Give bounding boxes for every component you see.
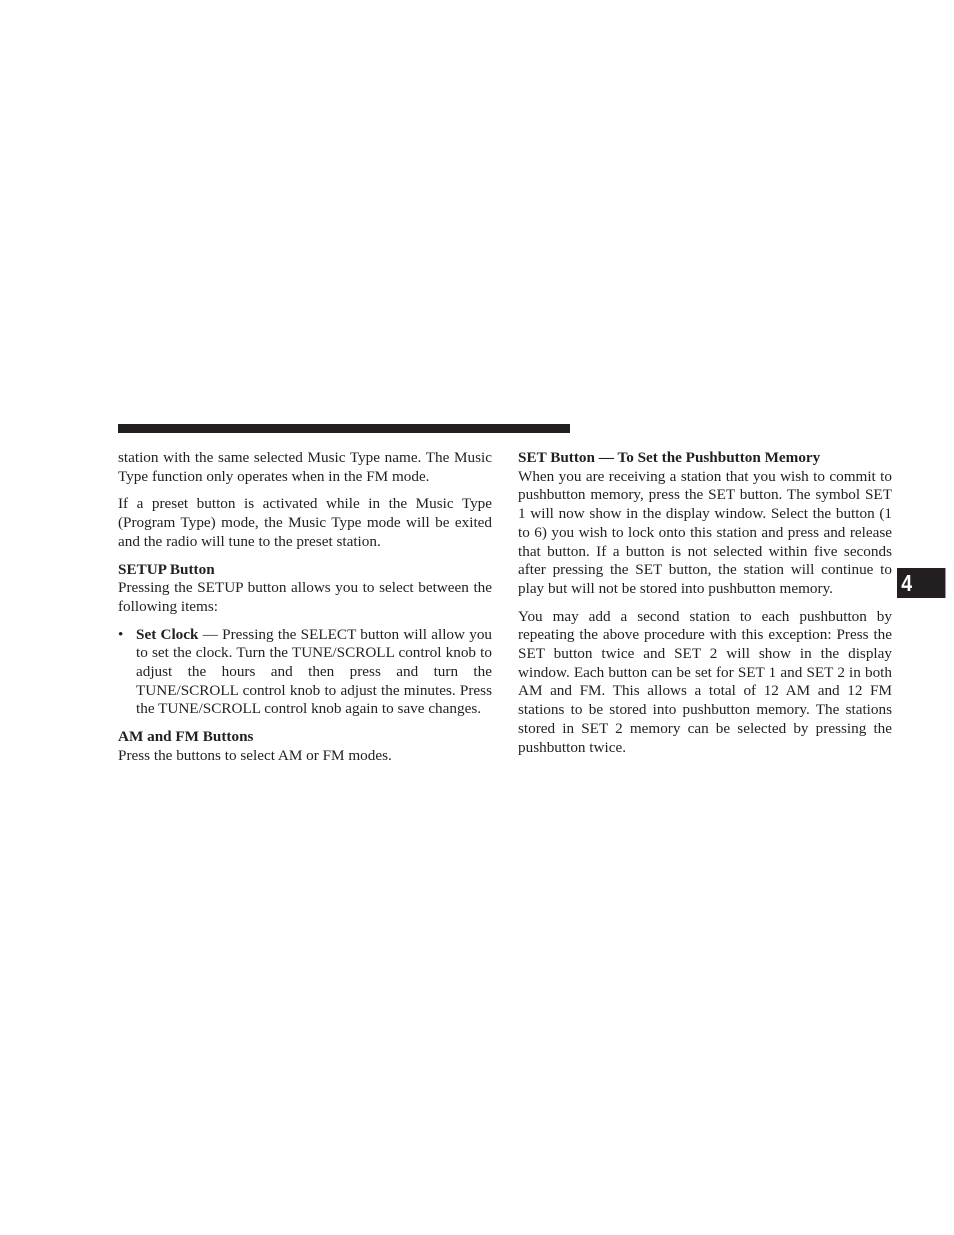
header-rule <box>118 424 570 433</box>
bullet-icon: • <box>118 625 124 643</box>
preset-paragraph: If a preset button is activated while in the Music Type (Program Type) mode, the Music Type mode will be exited and the radio will tune to the preset station. <box>118 495 492 550</box>
am-fm-heading: AM and FM Buttons <box>118 728 254 746</box>
set-clock-term: Set Clock <box>136 625 199 643</box>
chapter-number: 4 <box>901 570 913 596</box>
setup-heading: SETUP Button <box>118 560 215 578</box>
set-button-paragraph: When you are receiving a station that you wish to commit to pushbutton memory, press the SET button. The symbol SET 1 will now show in the display window. Select the button (1 to 6) you wish to lock onto this station and press and release that button. If a button is not selected within five seconds after pressing the SET button, the station will continue to play but will not be stored into pushbutton memory. <box>518 467 892 597</box>
setup-items-list <box>118 626 492 720</box>
set-clock-description: — Pressing the SELECT button will allow you to set the clock. Turn the TUNE/SCROLL control knob to adjust the hours and then press and turn the TUNE/SCROLL control knob to adjust the minutes. Press the TUNE/SCROLL control knob again to save changes. <box>136 625 493 718</box>
list-item <box>118 626 492 720</box>
set-button-heading: SET Button — To Set the Pushbutton Memory <box>518 449 821 466</box>
left-column <box>118 449 492 766</box>
music-type-paragraph: station with the same selected Music Type name. The Music Type function only operates when in the FM mode. <box>118 449 492 485</box>
setup-paragraph: Pressing the SETUP button allows you to select between the following items: <box>118 579 492 615</box>
chapter-tab <box>897 568 945 598</box>
am-fm-paragraph: Press the buttons to select AM or FM modes. <box>118 746 392 764</box>
second-station-paragraph: You may add a second station to each pushbutton by repeating the above procedure with this exception: Press the SET button twice and SET 2 will show in the display window. Each button can be set for SET 1 and SET 2 in both AM and FM. This allows a total of 12 AM and 12 FM stations to be stored into pushbutton memory. The stations stored in SET 2 memory can be selected by pressing the pushbutton twice. <box>518 607 892 756</box>
right-column <box>518 449 892 757</box>
